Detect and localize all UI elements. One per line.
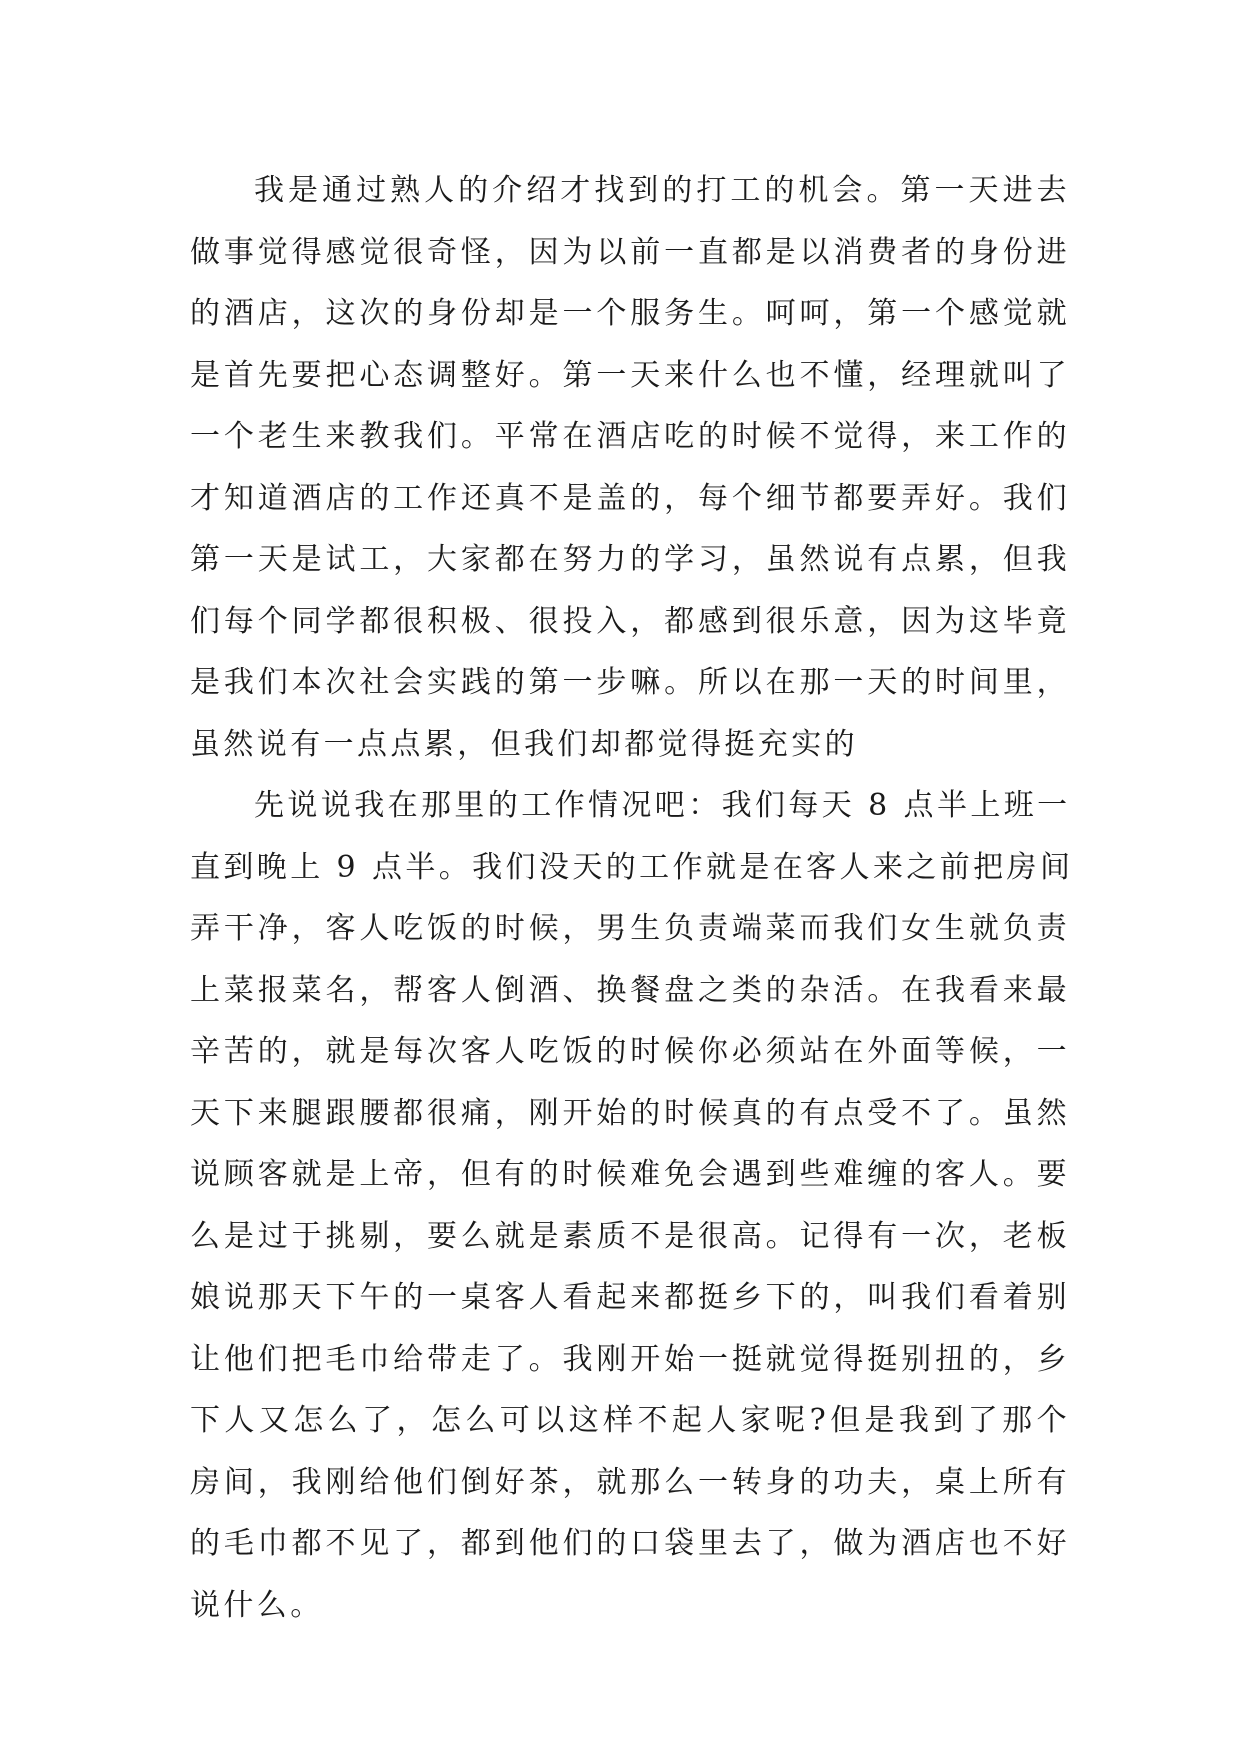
text-line: 一个老生来教我们。平常在酒店吃的时候不觉得，来工作的	[190, 419, 1070, 454]
text-line: 让他们把毛巾给带走了。我刚开始一挺就觉得挺别扭的，乡	[190, 1341, 1070, 1377]
text-line: 上菜报菜名，帮客人倒酒、换餐盘之类的杂活。在我看来最	[190, 972, 1070, 1008]
paragraph-2	[190, 775, 1074, 1636]
text-line: 是我们本次社会实践的第一步嘛。所以在那一天的时间里，	[190, 665, 1070, 700]
text-line: 房间，我刚给他们倒好茶，就那么一转身的功夫，桌上所有	[190, 1464, 1070, 1500]
text-line: 才知道酒店的工作还真不是盖的，每个细节都要弄好。我们	[190, 480, 1070, 516]
text-line: 做事觉得感觉很奇怪，因为以前一直都是以消费者的身份进	[190, 234, 1070, 270]
text-line: 的毛巾都不见了，都到他们的口袋里去了，做为酒店也不好	[190, 1526, 1070, 1561]
text-line: 的酒店，这次的身份却是一个服务生。呵呵，第一个感觉就	[190, 296, 1070, 331]
text-line: 先说说我在那里的工作情况吧：我们每天 8 点半上班一	[254, 788, 1071, 823]
text-line: 是首先要把心态调整好。第一天来什么也不懂，经理就叫了	[190, 357, 1070, 393]
text-line: 辛苦的，就是每次客人吃饭的时候你必须站在外面等候，一	[190, 1034, 1070, 1069]
text-line: 说什么。	[190, 1587, 324, 1623]
text-line: 下人又怎么了，怎么可以这样不起人家呢?但是我到了那个	[190, 1403, 1070, 1438]
text-line: 直到晚上 9 点半。我们没天的工作就是在客人来之前把房间	[190, 849, 1074, 885]
text-line: 娘说那天下午的一桌客人看起来都挺乡下的，叫我们看着别	[190, 1280, 1070, 1315]
text-line: 天下来腿跟腰都很痛，刚开始的时候真的有点受不了。虽然	[190, 1095, 1070, 1131]
text-line: 弄干净，客人吃饭的时候，男生负责端菜而我们女生就负责	[190, 911, 1070, 946]
paragraph-1	[190, 160, 1070, 775]
text-line: 说顾客就是上帝，但有的时候难免会遇到些难缠的客人。要	[190, 1157, 1070, 1192]
text-line: 们每个同学都很积极、很投入，都感到很乐意，因为这毕竟	[190, 603, 1070, 639]
text-line: 么是过于挑剔，要么就是素质不是很高。记得有一次，老板	[190, 1218, 1070, 1254]
document-body	[190, 160, 1074, 1636]
text-line: 我是通过熟人的介绍才找到的打工的机会。第一天进去	[254, 173, 1070, 208]
text-line: 虽然说有一点点累，但我们却都觉得挺充实的	[190, 726, 858, 762]
text-line: 第一天是试工，大家都在努力的学习，虽然说有点累，但我	[190, 542, 1070, 577]
